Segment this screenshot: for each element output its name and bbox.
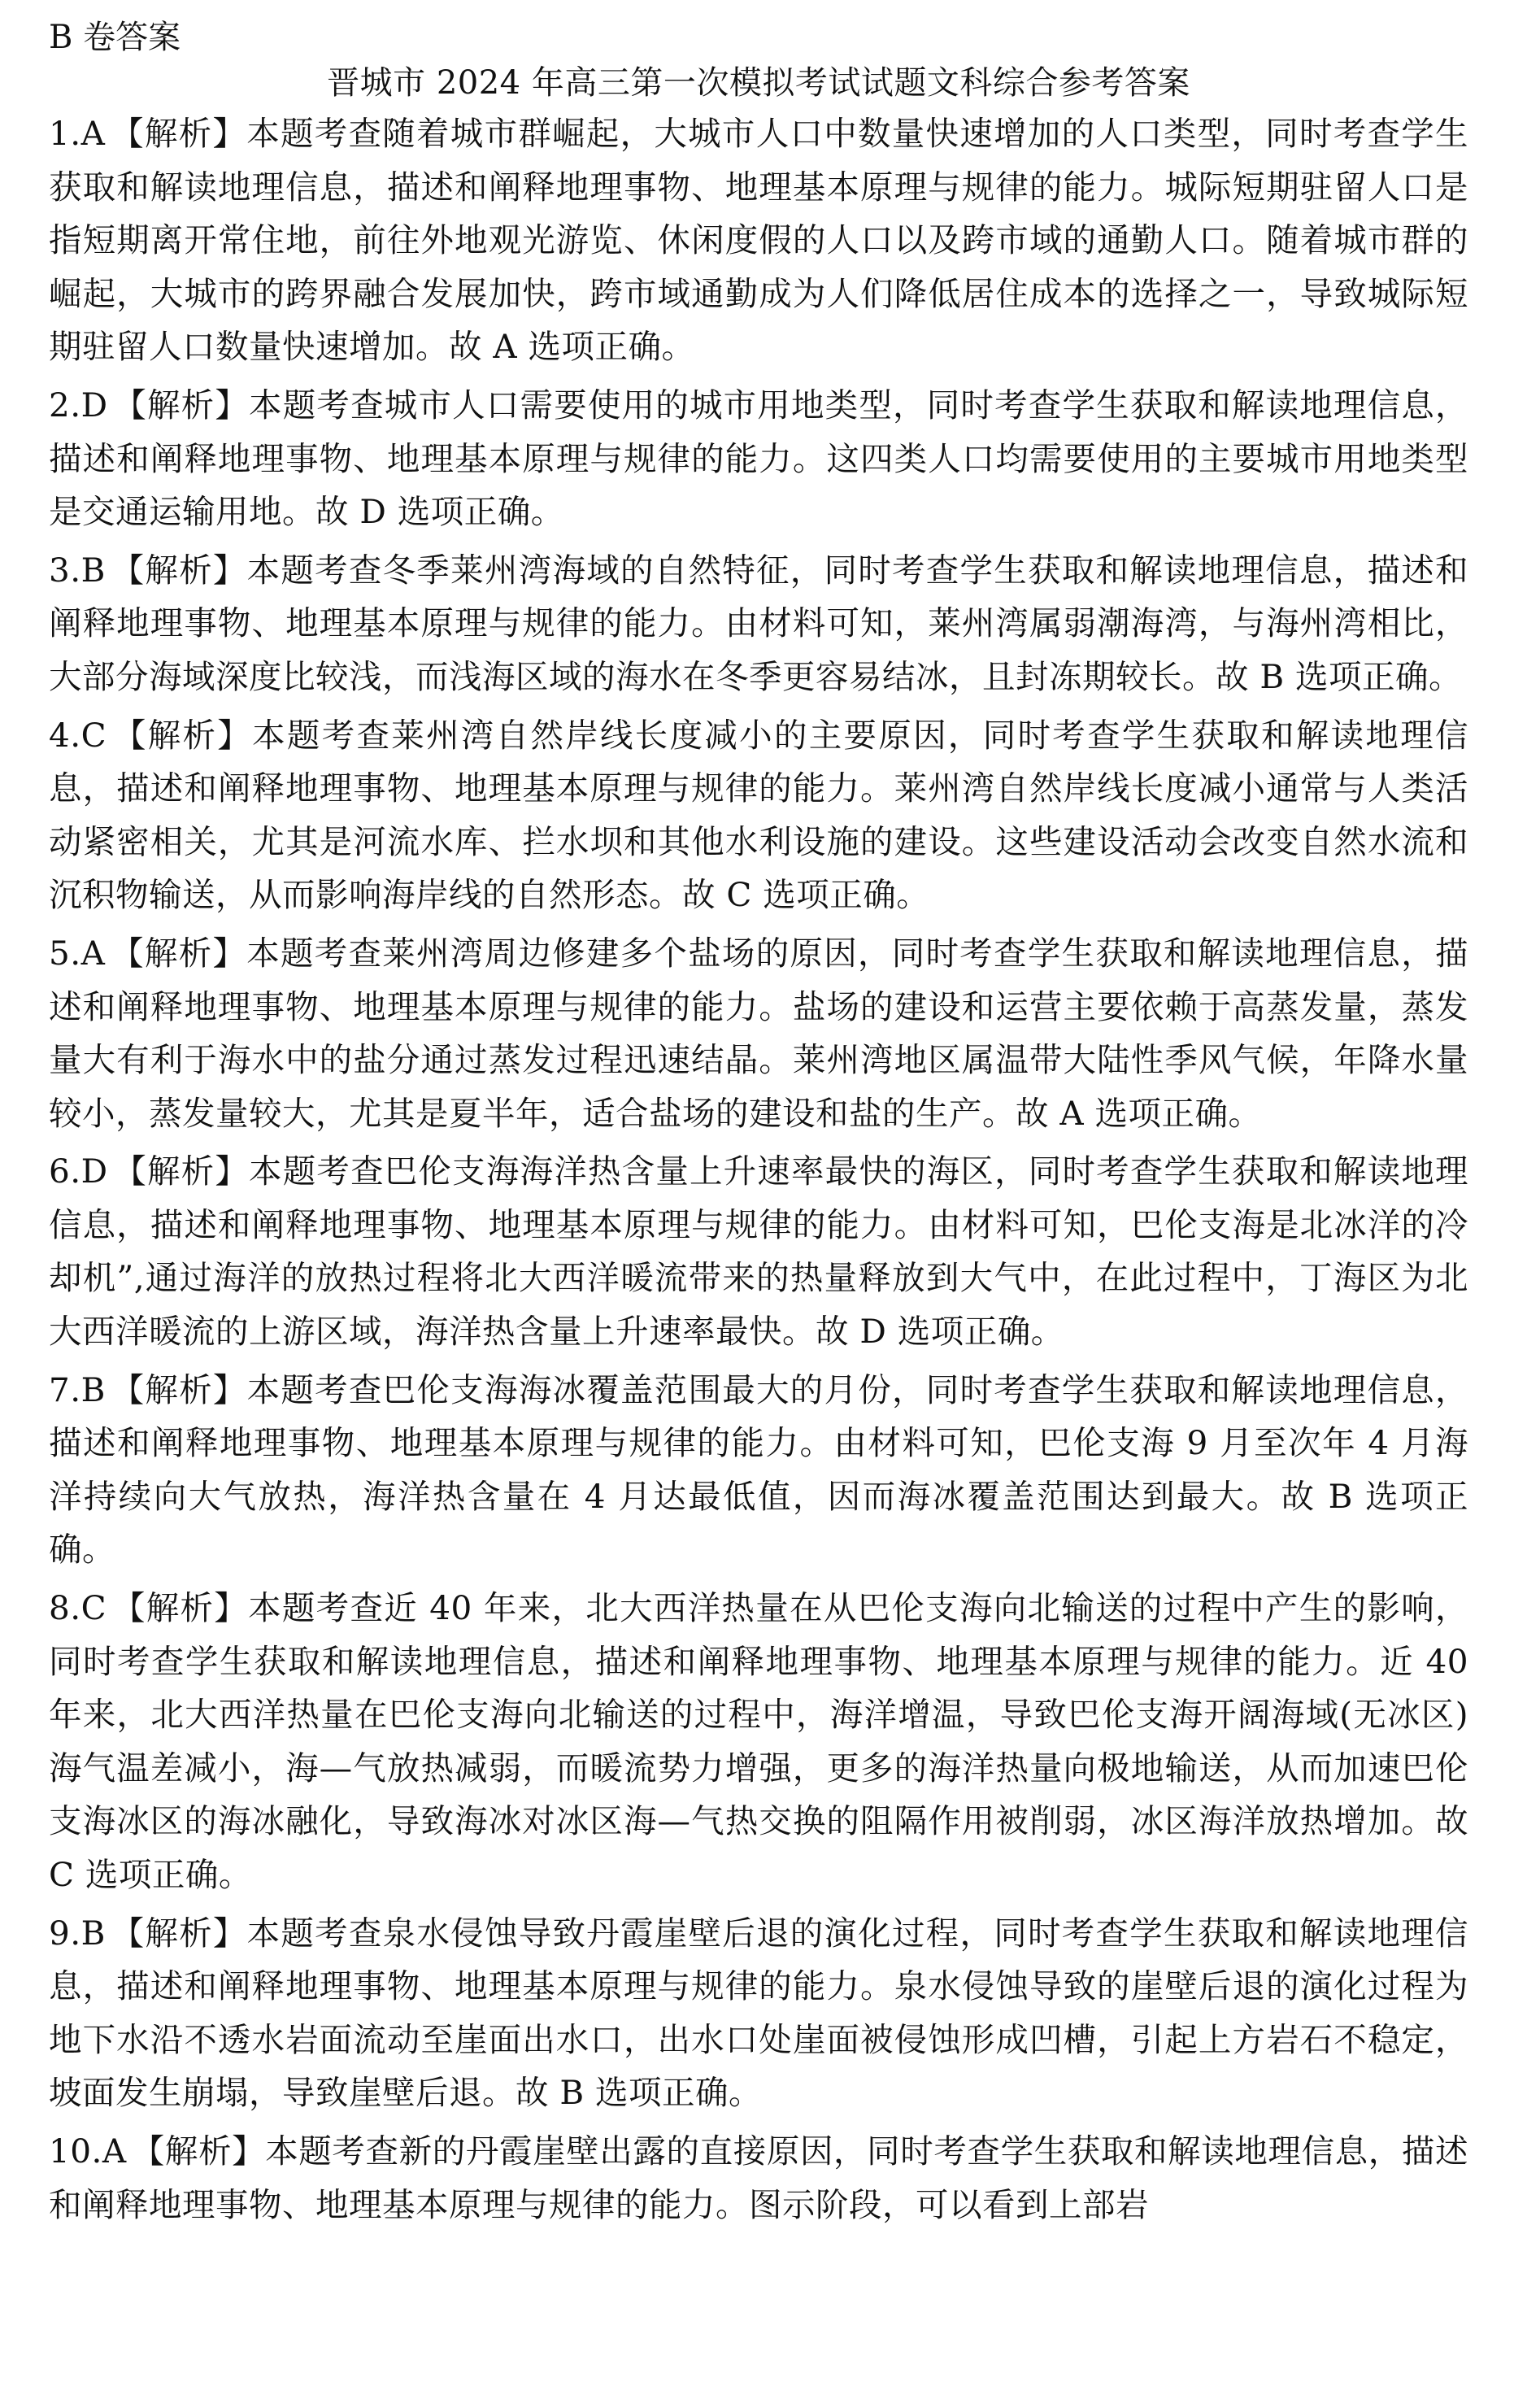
answer-item (49, 2125, 1468, 2232)
answer-number: 2.D (49, 385, 108, 425)
answer-text: 本题考查巴伦支海海冰覆盖范围最大的月份，同时考查学生获取和解读地理信息，描述和阐释地理事物、地理基本原理与规律的能力。由材料可知，巴伦支海 9 月至次年 4 月海洋持续向大气放热，海洋热含量在 4 月达最低值，因而海冰覆盖范围达到最大。故 B 选项正确。 (49, 1369, 1469, 1570)
analysis-tag: 【解析】 (112, 1152, 250, 1191)
analysis-tag: 【解析】 (110, 550, 247, 590)
document-title: 晋城市 2024 年高三第一次模拟考试试题文科综合参考答案 (327, 64, 1190, 102)
analysis-tag: 【解析】 (110, 933, 247, 973)
answer-text: 本题考查近 40 年来，北大西洋热量在从巴伦支海向北输送的过程中产生的影响，同时考查学生获取和解读地理信息，描述和阐释地理事物、地理基本原理与规律的能力。近 40 年来，北大西洋热量在巴伦支海向北输送的过程中，海洋增温，导致巴伦支海开阔海域(无冰区)海气温差减小，海—气放热减弱，而暖流势力增强，更多的海洋热量向极地输送，从而加速巴伦支海冰区的海冰融化，导致海冰对冰区海—气热交换的阻隔作用被削弱，冰区海洋放热增加。故 C 选项正确。 (49, 1588, 1469, 1894)
answer-item (49, 927, 1468, 1140)
analysis-tag: 【解析】 (110, 1913, 247, 1953)
analysis-tag: 【解析】 (111, 715, 253, 755)
answer-item (49, 1907, 1468, 2120)
answer-number: 7.B (49, 1369, 106, 1409)
answer-item (49, 544, 1468, 704)
answer-text: 本题考查巴伦支海海洋热含量上升速率最快的海区，同时考查学生获取和解读地理信息，描述和阐释地理事物、地理基本原理与规律的能力。由材料可知，巴伦支海是北冰洋的冷却机”,通过海洋的放热过程将北大西洋暖流带来的热量释放到大气中，在此过程中，丁海区为北大西洋暖流的上游区域，海洋热含量上升速率最快。故 D 选项正确。 (49, 1152, 1468, 1352)
answer-number: 3.B (49, 550, 106, 590)
answer-number: 1.A (49, 114, 106, 153)
answer-item (49, 1145, 1468, 1358)
answer-item (49, 1364, 1468, 1577)
answer-item (49, 107, 1468, 374)
answer-number: 10.A (49, 2131, 127, 2171)
answer-text: 本题考查冬季莱州湾海域的自然特征，同时考查学生获取和解读地理信息，描述和阐释地理事物、地理基本原理与规律的能力。由材料可知，莱州湾属弱潮海湾，与海州湾相比，大部分海域深度比较浅，而浅海区域的海水在冬季更容易结冰，且封冻期较长。故 B 选项正确。 (49, 550, 1469, 696)
version-label: B 卷答案 (49, 19, 181, 56)
answer-number: 9.B (49, 1913, 106, 1953)
answer-text: 本题考查泉水侵蚀导致丹霞崖壁后退的演化过程，同时考查学生获取和解读地理信息，描述和阐释地理事物、地理基本原理与规律的能力。泉水侵蚀导致的崖壁后退的演化过程为地下水沿不透水岩面流动至崖面出水口，出水口处崖面被侵蚀形成凹槽，引起上方岩石不稳定，坡面发生崩塌，导致崖壁后退。故 B 选项正确。 (49, 1913, 1469, 2113)
answer-number: 8.C (49, 1588, 107, 1628)
answer-text: 本题考查新的丹霞崖壁出露的直接原因，同时考查学生获取和解读地理信息，描述和阐释地理事物、地理基本原理与规律的能力。图示阶段，可以看到上部岩 (49, 2131, 1469, 2224)
answer-number: 6.D (49, 1152, 108, 1191)
answer-text: 本题考查莱州湾自然岸线长度减小的主要原因，同时考查学生获取和解读地理信息，描述和阐释地理事物、地理基本原理与规律的能力。莱州湾自然岸线长度减小通常与人类活动紧密相关，尤其是河流水库、拦水坝和其他水利设施的建设。这些建设活动会改变自然水流和沉积物输送，从而影响海岸线的自然形态。故 C 选项正确。 (49, 715, 1469, 915)
answer-number: 5.A (49, 933, 106, 973)
answer-item (49, 1582, 1468, 1902)
analysis-tag: 【解析】 (110, 114, 247, 153)
answer-text: 本题考查城市人口需要使用的城市用地类型，同时考查学生获取和解读地理信息，描述和阐释地理事物、地理基本原理与规律的能力。这四类人口均需要使用的主要城市用地类型是交通运输用地。故 D 选项正确。 (49, 385, 1468, 532)
answer-text: 本题考查随着城市群崛起，大城市人口中数量快速增加的人口类型，同时考查学生获取和解读地理信息，描述和阐释地理事物、地理基本原理与规律的能力。城际短期驻留人口是指短期离开常住地，前往外地观光游览、休闲度假的人口以及跨市域的通勤人口。随着城市群的崛起，大城市的跨界融合发展加快，跨市域通勤成为人们降低居住成本的选择之一，导致城际短期驻留人口数量快速增加。故 A 选项正确。 (49, 114, 1468, 367)
answer-item (49, 709, 1468, 922)
answer-text: 本题考查莱州湾周边修建多个盐场的原因，同时考查学生获取和解读地理信息，描述和阐释地理事物、地理基本原理与规律的能力。盐场的建设和运营主要依赖于高蒸发量，蒸发量大有利于海水中的盐分通过蒸发过程迅速结晶。莱州湾地区属温带大陆性季风气候，年降水量较小，蒸发量较大，尤其是夏半年，适合盐场的建设和盐的生产。故 A 选项正确。 (49, 933, 1468, 1133)
analysis-tag: 【解析】 (110, 1369, 247, 1409)
answer-list (49, 107, 1468, 2232)
analysis-tag: 【解析】 (112, 385, 250, 425)
analysis-tag: 【解析】 (111, 1588, 249, 1628)
answer-number: 4.C (49, 715, 107, 755)
analysis-tag: 【解析】 (131, 2131, 266, 2171)
answer-item (49, 379, 1468, 539)
answer-document (49, 15, 1468, 2236)
